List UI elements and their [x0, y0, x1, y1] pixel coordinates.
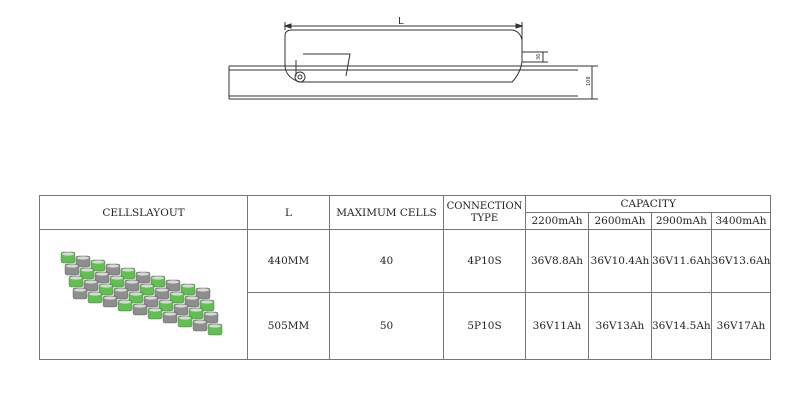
capacity-header-2200: 2200mAh — [526, 213, 589, 230]
height-dimension-label: 36 — [536, 53, 542, 60]
row-length: 505MM — [248, 293, 330, 360]
row-capacity: 36V11.6Ah — [652, 230, 712, 293]
header-length: L — [248, 196, 330, 230]
battery-cell — [163, 312, 177, 323]
header-connection-type: CONNECTION TYPE — [444, 196, 526, 230]
row-capacity: 36V14.5Ah — [652, 293, 712, 360]
row-capacity: 36V17Ah — [711, 293, 771, 360]
row-connection: 5P10S — [444, 293, 526, 360]
cells-layout-image-cell — [40, 230, 248, 360]
battery-cell — [69, 276, 83, 287]
header-max-cells: MAXIMUM CELLS — [330, 196, 444, 230]
battery-cell — [61, 252, 75, 263]
capacity-header-2900: 2900mAh — [652, 213, 712, 230]
battery-cell — [65, 264, 79, 275]
battery-cell — [178, 316, 192, 327]
row-capacity: 36V8.8Ah — [526, 230, 589, 293]
battery-cell — [133, 304, 147, 315]
row-connection: 4P10S — [444, 230, 526, 293]
capacity-header-2600: 2600mAh — [589, 213, 652, 230]
battery-cell — [73, 288, 87, 299]
row-capacity: 36V11Ah — [526, 293, 589, 360]
battery-cell — [148, 308, 162, 319]
battery-cell — [208, 324, 222, 335]
row-max-cells: 40 — [330, 230, 444, 293]
capacity-header-3400: 3400mAh — [711, 213, 771, 230]
row-capacity: 36V13Ah — [589, 293, 652, 360]
battery-spec-table — [39, 195, 771, 360]
side-dimension-label: 108 — [586, 76, 592, 86]
length-dimension-label: L — [398, 16, 404, 27]
header-capacity: CAPACITY — [526, 196, 771, 213]
battery-body — [285, 30, 522, 82]
row-length: 440MM — [248, 230, 330, 293]
battery-cell — [103, 296, 117, 307]
battery-cell — [118, 300, 132, 311]
battery-cell — [193, 320, 207, 331]
row-max-cells: 50 — [330, 293, 444, 360]
battery-cell — [88, 292, 102, 303]
battery-dimension-drawing — [0, 0, 787, 140]
header-cells-layout: CELLSLAYOUT — [40, 196, 248, 230]
battery-cell-pack-image — [49, 240, 239, 350]
table-row — [40, 230, 771, 293]
battery-lock-icon — [295, 72, 305, 82]
row-capacity: 36V10.4Ah — [589, 230, 652, 293]
row-capacity: 36V13.6Ah — [711, 230, 771, 293]
